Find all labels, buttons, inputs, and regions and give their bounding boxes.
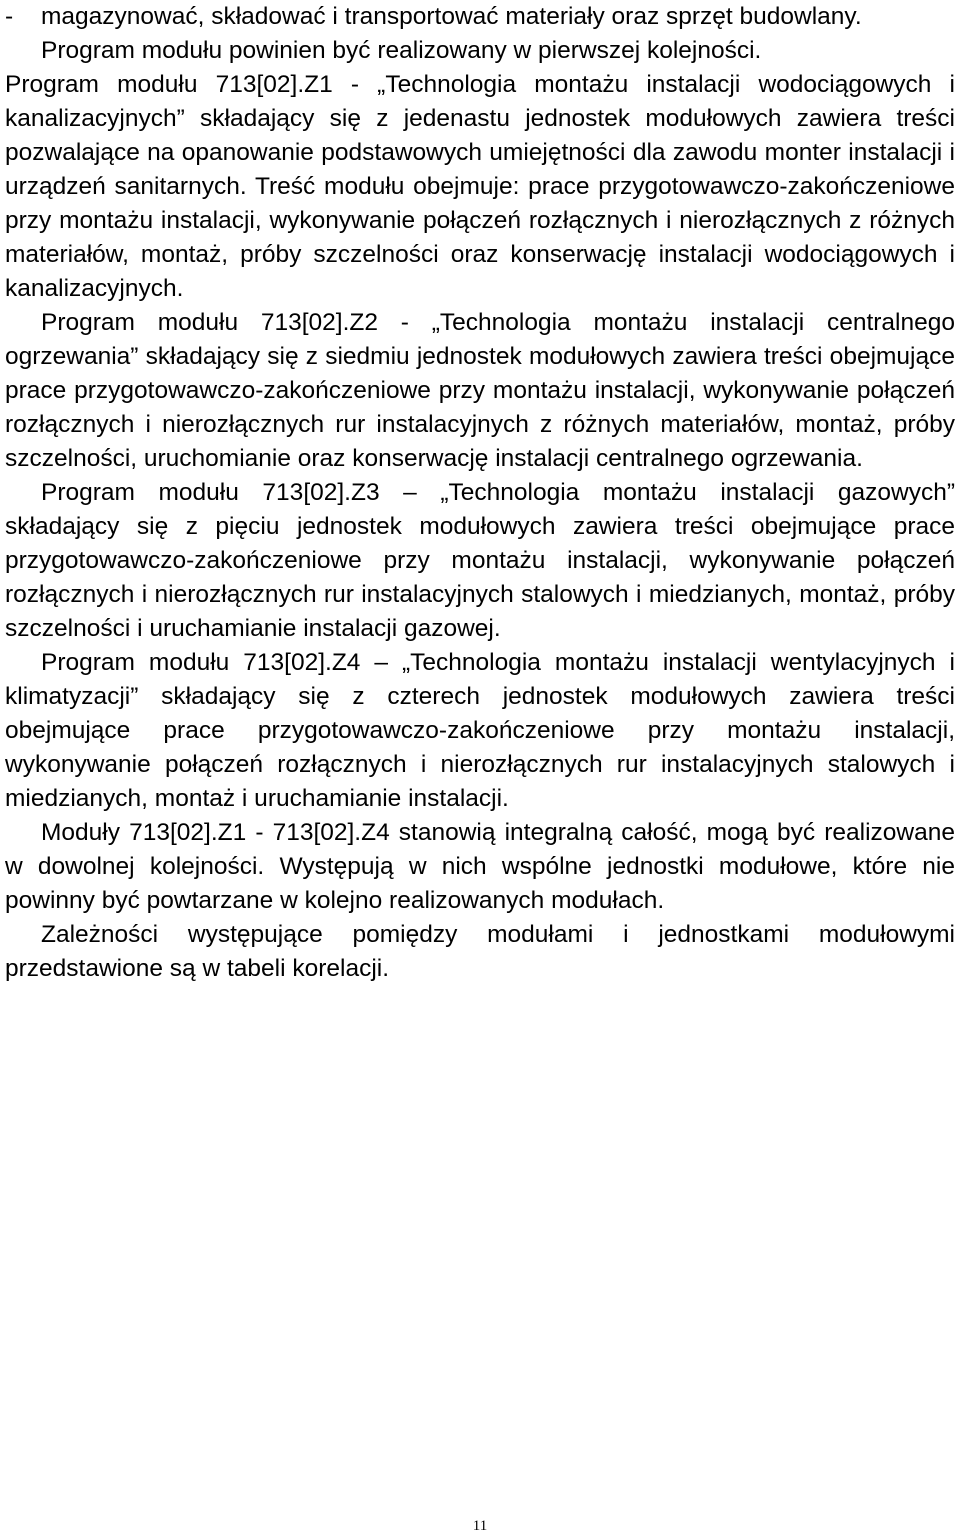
- bullet-marker: -: [5, 3, 14, 30]
- paragraph-2: Program modułu 713[02].Z1 - „Technologia montażu instalacji wodociągowych i kanalizacyjnych” składający się z jedenastu jednostek modułowych zawiera treści pozwalające na opanowanie podstawowych umiejętności dla zawodu monter instalacji i urządzeń sanitarnych. Treść modułu obejmuje: prace przygotowawczo-zakończeniowe przy montażu instalacji, wykonywanie połączeń rozłącznych i nierozłącznych z różnych materiałów, montaż, próby szczelności oraz konserwację instalacji wodociągowych i kanalizacyjnych.: [5, 71, 955, 302]
- document-page: [5, 0, 955, 986]
- paragraph-6: Moduły 713[02].Z1 - 713[02].Z4 stanowią integralną całość, mogą być realizowane w dowolnej kolejności. Występują w nich wspólne jednostki modułowe, które nie powinny być powtarzane w kolejno realizowanych modułach.: [5, 819, 955, 914]
- bullet-item: [5, 0, 955, 34]
- paragraph-5: Program modułu 713[02].Z4 – „Technologia montażu instalacji wentylacyjnych i klimatyzacji” składający się z czterech jednostek modułowych zawiera treści obejmujące prace przygotowawczo-zakończeniowe przy montażu instalacji, wykonywanie połączeń rozłącznych i nierozłącznych rur instalacyjnych stalowych i miedzianych, montaż i uruchamianie instalacji.: [5, 649, 955, 812]
- paragraph-1: Program modułu powinien być realizowany w pierwszej kolejności.: [41, 37, 762, 64]
- paragraph-7: Zależności występujące pomiędzy modułami i jednostkami modułowymi przedstawione są w tabeli korelacji.: [5, 921, 955, 982]
- paragraph-4: Program modułu 713[02].Z3 – „Technologia montażu instalacji gazowych” składający się z pięciu jednostek modułowych zawiera treści obejmujące prace przygotowawczo-zakończeniowe przy montażu instalacji, wykonywanie połączeń rozłącznych i nierozłącznych rur instalacyjnych stalowych i miedzianych, montaż, próby szczelności i uruchamianie instalacji gazowej.: [5, 479, 955, 642]
- bullet-text: magazynować, składować i transportować materiały oraz sprzęt budowlany.: [41, 3, 862, 30]
- page-number: 11: [472, 1518, 488, 1534]
- paragraph-3: Program modułu 713[02].Z2 - „Technologia montażu instalacji centralnego ogrzewania” składający się z siedmiu jednostek modułowych zawiera treści obejmujące prace przygotowawczo-zakończeniowe przy montażu instalacji, wykonywanie połączeń rozłącznych i nierozłącznych rur instalacyjnych z różnych materiałów, montaż, próby szczelności, uruchomianie oraz konserwację instalacji centralnego ogrzewania.: [5, 309, 955, 472]
